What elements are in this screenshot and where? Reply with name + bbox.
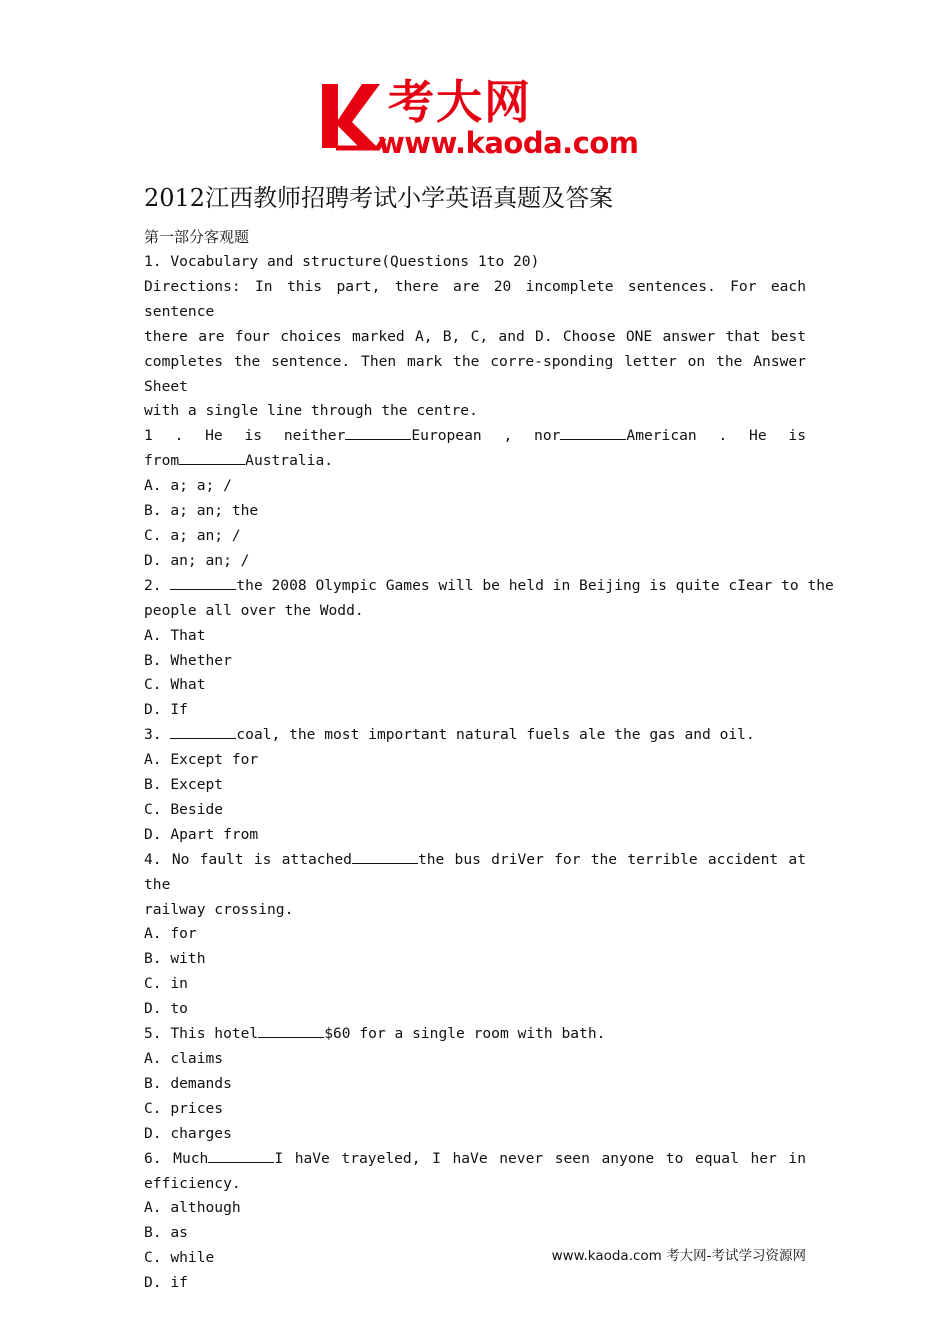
option: B. Whether xyxy=(144,651,232,669)
option: B. Except xyxy=(144,776,224,794)
option: B. with xyxy=(144,950,206,968)
option: A. for xyxy=(144,925,197,943)
question-4-line: 4. No fault is attached the bus driVer for the terrible accident at the xyxy=(144,848,806,898)
option: D. Apart from xyxy=(144,825,259,843)
logo-brand-text: 考大网 xyxy=(388,75,532,129)
option: B. as xyxy=(144,1224,188,1242)
answer-blank xyxy=(560,424,626,440)
directions-line: there are four choices marked A, B, C, and D. Choose ONE answer that best xyxy=(144,327,806,345)
option: D. if xyxy=(144,1274,188,1292)
option: D. charges xyxy=(144,1124,232,1142)
section-heading: 1. Vocabulary and structure(Questions 1to 20) xyxy=(144,253,540,270)
option: D. If xyxy=(144,701,188,719)
answer-blank xyxy=(352,848,418,864)
question-2-line: people all over the Wodd. xyxy=(144,601,364,619)
answer-blank xyxy=(345,424,411,440)
option: A. That xyxy=(144,626,206,644)
option: A. Except for xyxy=(144,751,259,769)
answer-blank xyxy=(208,1147,274,1163)
part-heading: 第一部分客观题 xyxy=(144,228,250,246)
option: A. a; a; / xyxy=(144,477,232,495)
logo-url-text: www.kaoda.com xyxy=(378,126,639,160)
page-footer: www.kaoda.com 考大网-考试学习资源网 xyxy=(551,1248,806,1264)
doc-title: 2012江西教师招聘考试小学英语真题及答案 xyxy=(144,184,614,212)
option: D. an; an; / xyxy=(144,551,250,569)
option: B. demands xyxy=(144,1074,232,1092)
directions-line: Directions: In this part, there are 20 incomplete sentences. For each sentence xyxy=(144,277,806,320)
question-6-line: efficiency. xyxy=(144,1174,241,1192)
question-1-line: 1 . He is neither European , nor American . He is xyxy=(144,424,806,449)
option: C. What xyxy=(144,676,206,694)
option: C. Beside xyxy=(144,800,224,818)
question-4-line: railway crossing. xyxy=(144,900,294,918)
answer-blank xyxy=(258,1022,324,1038)
option: C. in xyxy=(144,975,188,993)
question-3-line: 3. coal, the most important natural fuels ale the gas and oil. xyxy=(144,723,806,748)
answer-blank xyxy=(170,574,236,590)
option: A. claims xyxy=(144,1050,224,1067)
answer-blank xyxy=(179,449,245,465)
option: C. while xyxy=(144,1249,215,1267)
option: C. prices xyxy=(144,1099,224,1117)
question-2-line: 2. the 2008 Olympic Games will be held in Beijing is quite cIear to the xyxy=(144,574,806,599)
answer-blank xyxy=(170,723,236,739)
question-1-line: from Australia. xyxy=(144,449,806,474)
directions-line: completes the sentence. Then mark the corre-sponding letter on the Answer Sheet xyxy=(144,352,806,395)
option: C. a; an; / xyxy=(144,526,241,544)
directions xyxy=(144,275,806,424)
kaoda-logo xyxy=(318,74,640,166)
option: B. a; an; the xyxy=(144,502,259,520)
question-6-line: 6. Much I haVe trayeled, I haVe never seen anyone to equal her in xyxy=(144,1147,806,1172)
document-body xyxy=(144,180,834,1296)
question-5-line: 5. This hotel $60 for a single room with bath. xyxy=(144,1022,806,1047)
directions-line: with a single line through the centre. xyxy=(144,402,478,420)
option: A. although xyxy=(144,1199,241,1217)
option: D. to xyxy=(144,1000,188,1018)
